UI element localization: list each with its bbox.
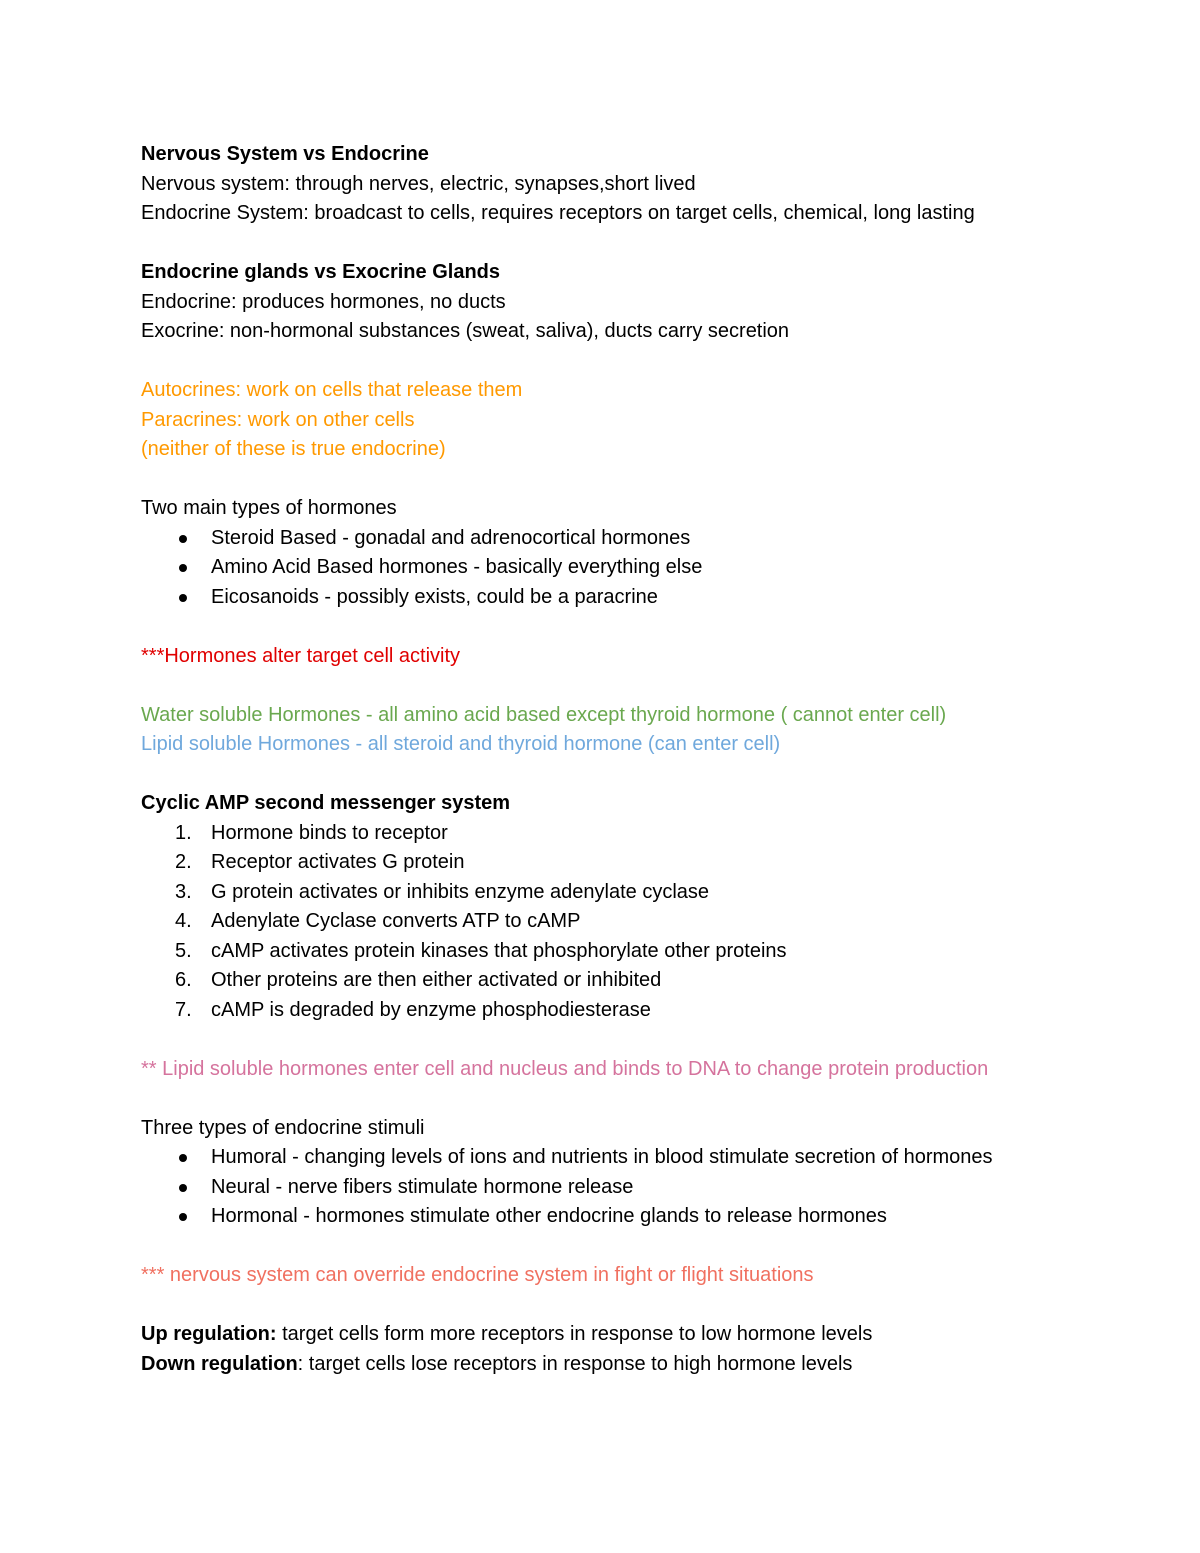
bullet-icon	[179, 594, 187, 602]
endocrine-system-line: Endocrine System: broadcast to cells, requires receptors on target cells, chemical, long lasting	[141, 202, 975, 224]
bullet-icon	[179, 1213, 187, 1221]
paracrines-line: Paracrines: work on other cells	[141, 408, 415, 431]
bullet-icon	[179, 1184, 187, 1192]
spacer	[141, 1232, 1141, 1262]
heading-cyclic-amp: Cyclic AMP second messenger system	[141, 792, 511, 814]
spacer	[141, 1084, 1141, 1114]
lipid-soluble-line: Lipid soluble Hormones - all steroid and thyroid hormone (can enter cell)	[141, 733, 781, 755]
list-item: Neural - nerve fibers stimulate hormone release	[141, 1173, 1141, 1203]
list-item: 2. Receptor activates G protein	[175, 851, 465, 873]
list-item: 7. cAMP is degraded by enzyme phosphodiesterase	[175, 998, 651, 1021]
spacer	[141, 760, 1141, 790]
down-regulation-text: : target cells lose receptors in response to high hormone levels	[297, 1352, 853, 1375]
spacer	[141, 1025, 1141, 1055]
list-item: Humoral - changing levels of ions and nutrients in blood stimulate secretion of hormones	[141, 1143, 1141, 1173]
exocrine-glands-line: Exocrine: non-hormonal substances (sweat, saliva), ducts carry secretion	[141, 320, 790, 342]
bullet-icon	[179, 1154, 187, 1162]
spacer	[141, 671, 1141, 701]
down-regulation-line	[141, 1350, 1141, 1380]
note-hormones-alter-activity: ***Hormones alter target cell activity	[141, 644, 461, 667]
note-fight-or-flight: *** nervous system can override endocrine system in fight or flight situations	[141, 1264, 814, 1286]
heading-nervous-vs-endocrine: Nervous System vs Endocrine	[141, 143, 429, 165]
bullet-icon	[179, 535, 187, 543]
list-item: Hormonal - hormones stimulate other endocrine glands to release hormones	[141, 1202, 1141, 1232]
spacer	[141, 1291, 1141, 1321]
spacer	[141, 465, 1141, 495]
hormone-types-list	[141, 524, 1141, 613]
list-item: 6. Other proteins are then either activated or inhibited	[175, 969, 662, 991]
list-item: 3. G protein activates or inhibits enzyme adenylate cyclase	[175, 880, 710, 903]
nervous-system-line: Nervous system: through nerves, electric, synapses,short lived	[141, 172, 696, 195]
water-soluble-line: Water soluble Hormones - all amino acid based except thyroid hormone ( cannot enter cell)	[141, 703, 947, 726]
list-item: 1. Hormone binds to receptor	[175, 821, 448, 844]
heading-endocrine-vs-exocrine: Endocrine glands vs Exocrine Glands	[141, 261, 500, 283]
down-regulation-label: Down regulation	[141, 1352, 298, 1375]
neither-endocrine-line: (neither of these is true endocrine)	[141, 438, 446, 460]
spacer	[141, 229, 1141, 259]
cyclic-amp-steps-list	[141, 819, 1141, 1026]
list-item: Eicosanoids - possibly exists, could be a paracrine	[141, 583, 1141, 613]
list-item: Amino Acid Based hormones - basically everything else	[141, 553, 1141, 583]
list-item: Steroid Based - gonadal and adrenocortical hormones	[141, 524, 1141, 554]
up-regulation-line	[141, 1320, 1141, 1350]
up-regulation-text: target cells form more receptors in response to low hormone levels	[276, 1323, 873, 1345]
bullet-icon	[179, 564, 187, 572]
list-item: 4. Adenylate Cyclase converts ATP to cAMP	[175, 910, 581, 932]
document-body	[141, 140, 1141, 1379]
endocrine-glands-line: Endocrine: produces hormones, no ducts	[141, 290, 506, 313]
heading-endocrine-stimuli: Three types of endocrine stimuli	[141, 1116, 425, 1139]
list-item: 5. cAMP activates protein kinases that phosphorylate other proteins	[175, 939, 787, 962]
endocrine-stimuli-list	[141, 1143, 1141, 1232]
spacer	[141, 347, 1141, 377]
heading-hormone-types: Two main types of hormones	[141, 497, 397, 519]
autocrines-line: Autocrines: work on cells that release them	[141, 379, 523, 401]
note-lipid-soluble-dna: ** Lipid soluble hormones enter cell and nucleus and binds to DNA to change protein production	[141, 1057, 989, 1080]
spacer	[141, 612, 1141, 642]
up-regulation-label: Up regulation:	[141, 1323, 277, 1345]
